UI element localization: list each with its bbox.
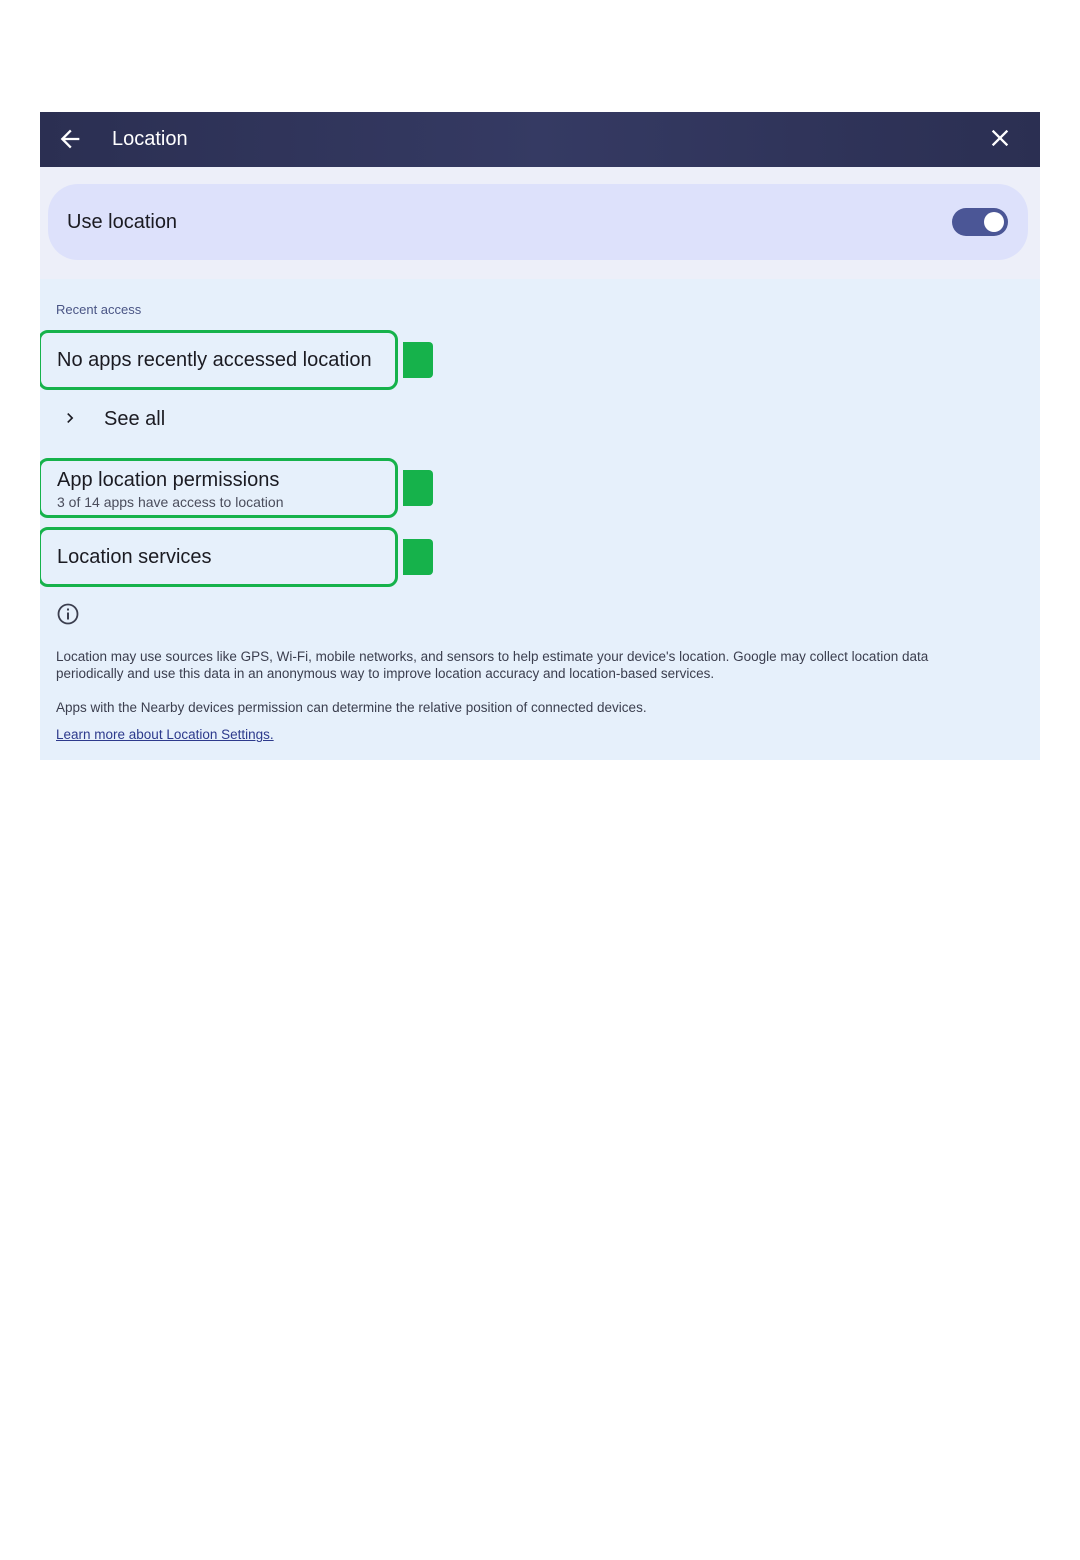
see-all-label: See all	[104, 408, 166, 430]
nearby-devices-description: Apps with the Nearby devices permission can determine the relative position of connected devices.	[56, 700, 647, 715]
title-bar	[40, 112, 1040, 167]
no-recent-apps-row[interactable]	[40, 330, 398, 390]
page-title: Location	[112, 128, 188, 150]
use-location-toggle[interactable]	[952, 208, 1008, 236]
arrow-back-icon[interactable]	[56, 125, 84, 153]
app-location-permissions-subtitle: 3 of 14 apps have access to location	[57, 494, 284, 510]
use-location-row[interactable]	[48, 184, 1028, 260]
toggle-knob	[984, 212, 1004, 232]
location-services-row[interactable]	[40, 527, 398, 587]
close-icon[interactable]	[986, 124, 1014, 152]
location-sources-description: Location may use sources like GPS, Wi-Fi, mobile networks, and sensors to help estimate your device's location. Google may collect location data periodically and use this data in an anonymous way to improve location accuracy and location-based services.	[56, 649, 929, 681]
see-all-button[interactable]	[56, 402, 256, 438]
highlight-tab	[403, 539, 433, 575]
chevron-right-icon	[60, 408, 80, 428]
location-services-title: Location services	[57, 546, 212, 568]
learn-more-link[interactable]: Learn more about Location Settings.	[56, 727, 274, 742]
location-settings-screen	[40, 112, 1040, 760]
highlight-tab	[403, 342, 433, 378]
info-icon	[56, 602, 80, 626]
app-location-permissions-title: App location permissions	[57, 469, 280, 491]
app-location-permissions-row[interactable]	[40, 458, 398, 518]
use-location-label: Use location	[67, 211, 178, 233]
no-recent-apps-label: No apps recently accessed location	[57, 349, 372, 371]
highlight-tab	[403, 470, 433, 506]
recent-access-heading: Recent access	[56, 302, 142, 317]
